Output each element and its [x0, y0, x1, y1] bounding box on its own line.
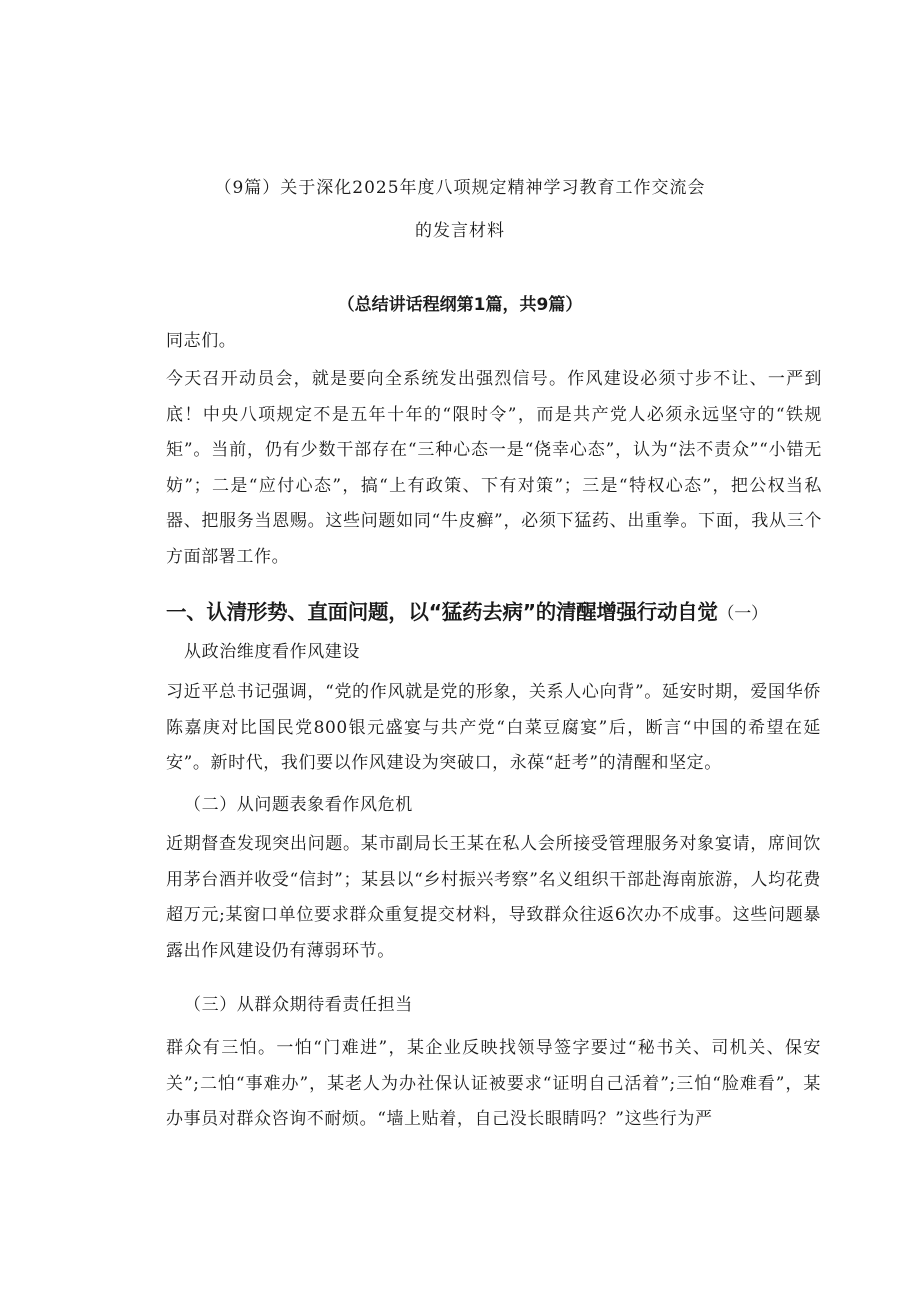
sub-2-paragraph: 近期督查发现突出问题。某市副局长王某在私人会所接受管理服务对象宴请，席间饮用茅台酒并收受“信封”；某县以“乡村振兴考察”名义组织干部赴海南旅游，人均花费超万元;某窗口单位要求群众重复提交材料，导致群众往返6次办不成事。这些问题暴露出作风建设仍有薄弱环节。	[166, 834, 821, 961]
section-1-heading	[166, 595, 826, 625]
sub-heading-1: 从政治维度看作风建设	[184, 642, 360, 662]
document-title-line-2: 的发言材料	[415, 221, 505, 241]
sub-heading-2: （二）从问题表象看作风危机	[184, 795, 413, 815]
section-1-heading-text: 一、认清形势、直面问题，以“猛药去病”的清醒增强行动自觉	[166, 600, 718, 624]
document-title-line-1: （9篇）关于深化2025年度八项规定精神学习教育工作交流会	[214, 178, 706, 198]
greeting: 同志们。	[166, 331, 237, 351]
sub-heading-3: （三）从群众期待看责任担当	[184, 995, 413, 1015]
sub-3-paragraph: 群众有三怕。一怕“门难进”，某企业反映找领导签字要过“秘书关、司机关、保安关”;二怕“事难办”，某老人为办社保认证被要求“证明自己活着”;三怕“脸难看”，某办事员对群众咨询不耐烦。“墙上贴着，自己没长眼睛吗？”这些行为严	[166, 1038, 821, 1129]
sub-1-paragraph: 习近平总书记强调，“党的作风就是党的形象，关系人心向背”。延安时期，爱国华侨陈嘉庚对比国民党800银元盛宴与共产党“白菜豆腐宴”后，断言“中国的希望在延安”。新时代，我们要以作风建设为突破口，永葆“赶考”的清醒和坚定。	[166, 682, 821, 773]
section-1-heading-suffix: （一）	[717, 604, 768, 624]
intro-paragraph: 今天召开动员会，就是要向全系统发出强烈信号。作风建设必须寸步不让、一严到底！中央八项规定不是五年十年的“限时令”，而是共产党人必须永远坚守的“铁规矩”。当前，仍有少数干部存在“三种心态一是“侥幸心态”，认为“法不责众”“小错无妨”；二是“应付心态”，搞“上有政策、下有对策”；三是“特权心态”，把公权当私器、把服务当恩赐。这些问题如同“牛皮癣”，必须下猛药、出重拳。下面，我从三个方面部署工作。	[166, 369, 822, 567]
document-subtitle: （总结讲话程纲第1篇，共9篇）	[337, 295, 583, 315]
